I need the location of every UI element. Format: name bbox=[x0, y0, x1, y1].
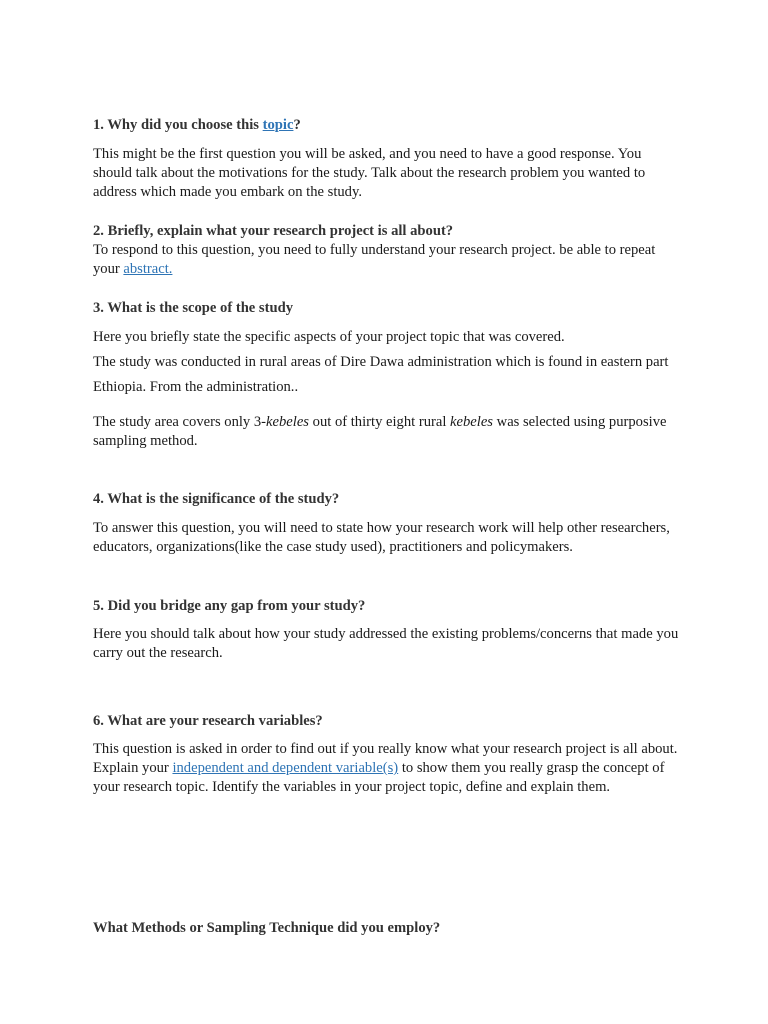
question-3-answer-1: Here you briefly state the specific aspects of your project topic that was covered. bbox=[93, 329, 565, 345]
q3-a3-part-c: was selected using purposive sampling method. bbox=[93, 414, 667, 450]
question-1-prefix: 1. Why did you choose this bbox=[93, 117, 263, 133]
q3-a3-kebeles-1: kebeles bbox=[266, 414, 309, 430]
topic-link[interactable]: topic bbox=[262, 117, 294, 133]
q3-a3-kebeles-2: kebeles bbox=[450, 414, 493, 430]
q6-answer-suffix: to show them you really grasp the concept of your research topic. Identify the variables in your project topic, define and explain them. bbox=[93, 760, 665, 796]
abstract-link[interactable]: abstract. bbox=[123, 261, 173, 278]
question-2-answer bbox=[93, 241, 683, 279]
question-5-heading: 5. Did you bridge any gap from your study? bbox=[93, 598, 366, 614]
question-3-heading: 3. What is the scope of the study bbox=[93, 300, 294, 316]
q6-answer-prefix: This question is asked in order to find out if you really know what your research project is all about. Explain your bbox=[93, 741, 678, 777]
question-3-answer-2: The study was conducted in rural areas of Dire Dawa administration which is found in eastern part Ethiopia. From the administration.. bbox=[93, 354, 669, 395]
question-2-answer-text: To respond to this question, you need to fully understand your research project. be able to repeat your bbox=[93, 242, 656, 278]
q3-a3-part-a: The study area covers only 3- bbox=[93, 414, 267, 430]
question-6-answer bbox=[93, 740, 683, 798]
q3-a3-part-b: out of thirty eight rural bbox=[309, 414, 451, 430]
question-4-answer: To answer this question, you will need to state how your research work will help other researchers, educators, organizations(like the case study used), practitioners and policymakers. bbox=[93, 520, 670, 556]
question-4-heading: 4. What is the significance of the study? bbox=[93, 491, 340, 507]
question-7-heading: What Methods or Sampling Technique did you employ? bbox=[93, 920, 441, 936]
question-6-heading: 6. What are your research variables? bbox=[93, 713, 323, 729]
question-1-heading bbox=[93, 116, 683, 135]
question-1-suffix: ? bbox=[293, 117, 301, 133]
question-5-answer: Here you should talk about how your study addressed the existing problems/concerns that made you carry out the research. bbox=[93, 626, 679, 662]
variables-link[interactable]: independent and dependent variable(s) bbox=[172, 760, 399, 777]
question-3-answer-3 bbox=[93, 413, 683, 451]
question-1-answer: This might be the first question you will be asked, and you need to have a good response. You should talk about the motivations for the study. Talk about the research problem you wanted to address which made you embark on the study. bbox=[93, 146, 646, 201]
question-2-heading: 2. Briefly, explain what your research project is all about? bbox=[93, 223, 454, 239]
